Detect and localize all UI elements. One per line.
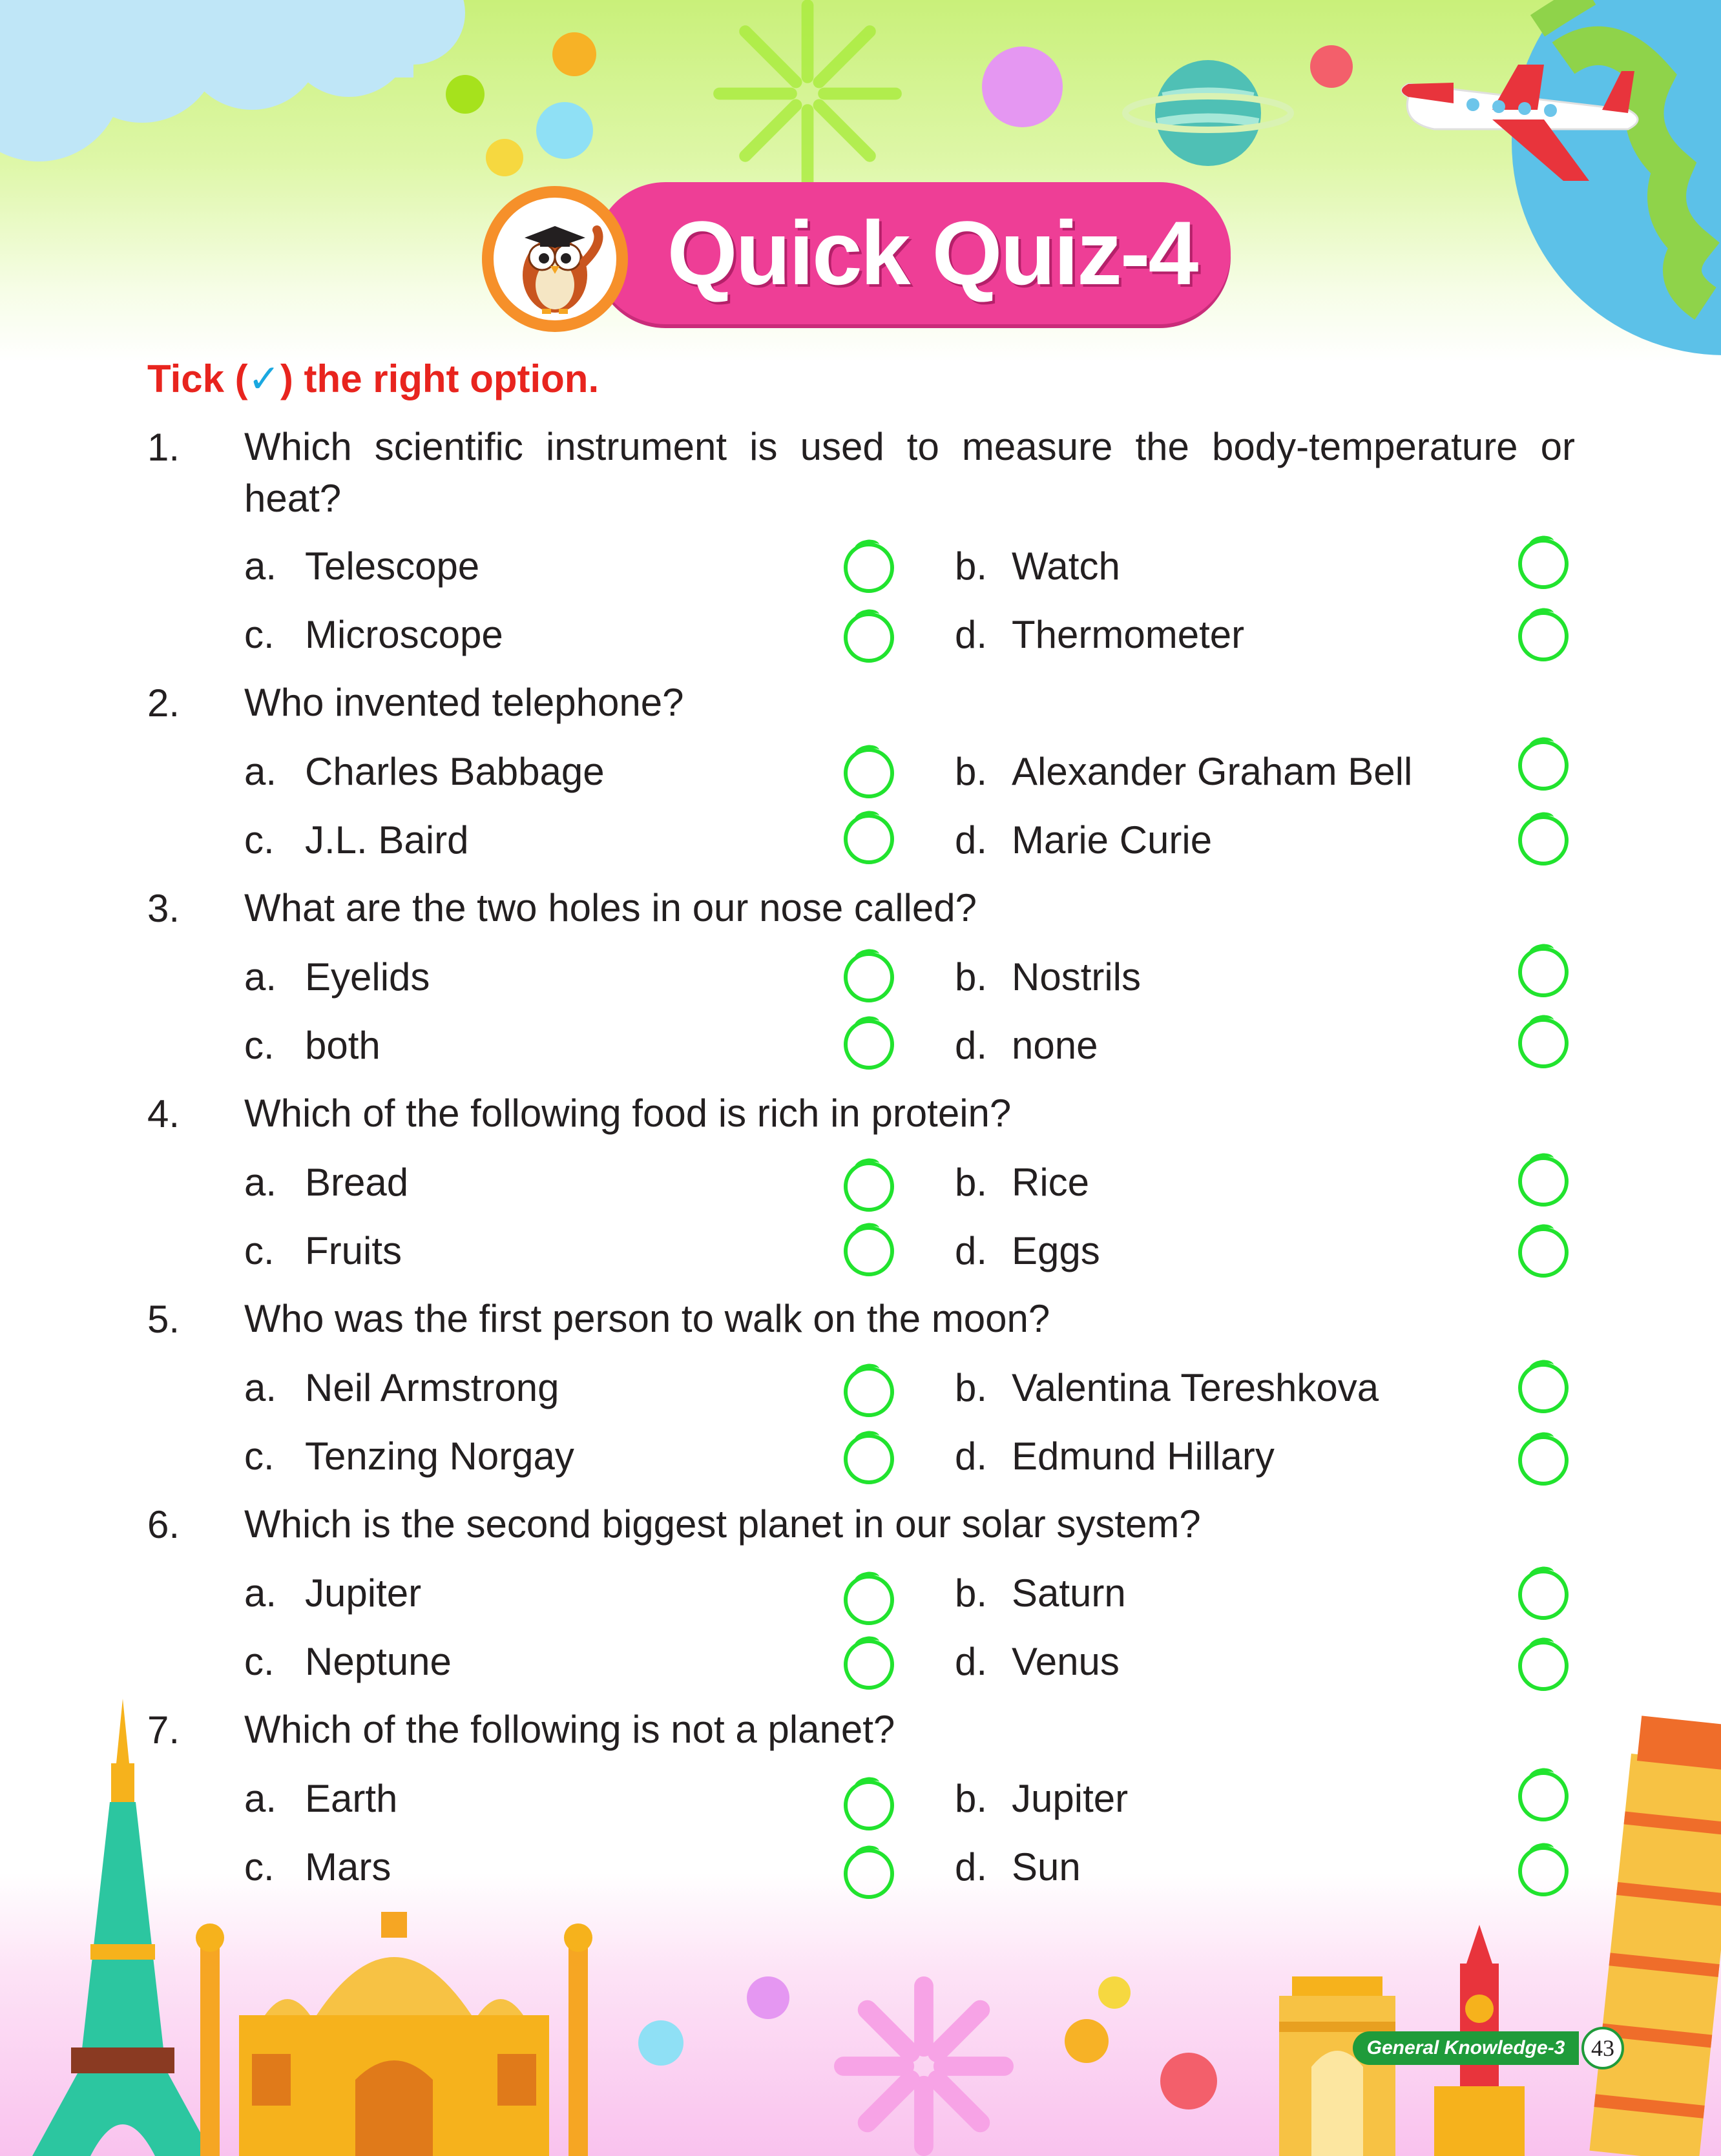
option-text: Eyelids <box>305 955 430 999</box>
option-text: Bread <box>305 1161 409 1204</box>
answer-circle[interactable] <box>844 1639 894 1690</box>
option-text: Sun <box>1012 1845 1081 1889</box>
answer-circle[interactable] <box>1518 1570 1569 1620</box>
option-text: Venus <box>1012 1640 1120 1683</box>
leaning-tower-icon <box>1563 1718 1721 2156</box>
dot-decoration <box>446 75 485 114</box>
option-text: Alexander Graham Bell <box>1012 750 1413 793</box>
option-letter: b. <box>955 1777 988 1820</box>
answer-circle[interactable] <box>844 952 894 1002</box>
option-letter: d. <box>955 1435 988 1478</box>
option-letter: d. <box>955 1024 988 1067</box>
answer-circle[interactable] <box>1518 1435 1569 1486</box>
answer-circle[interactable] <box>1518 1018 1569 1068</box>
airplane-icon <box>1395 58 1667 187</box>
question-number: 3. <box>147 887 180 930</box>
option-text: Neptune <box>305 1640 452 1683</box>
answer-circle[interactable] <box>1518 947 1569 997</box>
answer-circle[interactable] <box>1518 611 1569 661</box>
option-letter: d. <box>955 1640 988 1683</box>
answer-circle[interactable] <box>1518 815 1569 866</box>
option-text: Thermometer <box>1012 613 1245 656</box>
question-text: Who was the first person to walk on the moon? <box>244 1297 1050 1340</box>
answer-circle[interactable] <box>844 1849 894 1899</box>
dot-decoration <box>1065 2019 1109 2063</box>
answer-circle[interactable] <box>844 1226 894 1276</box>
option-text: Rice <box>1012 1161 1090 1204</box>
answer-circle[interactable] <box>1518 1846 1569 1896</box>
option-text: Fruits <box>305 1229 402 1272</box>
question-text: What are the two holes in our nose called? <box>244 886 977 929</box>
option-text: Microscope <box>305 613 503 656</box>
option-letter: c. <box>244 1435 275 1478</box>
option-text: Watch <box>1012 544 1120 588</box>
option-text: Nostrils <box>1012 955 1142 999</box>
dot-decoration <box>1160 2053 1217 2109</box>
option-text: Jupiter <box>305 1571 422 1615</box>
option-text: J.L. Baird <box>305 818 469 862</box>
question-text: Which is the second biggest planet in our solar system? <box>244 1502 1201 1546</box>
answer-circle[interactable] <box>844 543 894 593</box>
option-letter: a. <box>244 1161 277 1204</box>
option-letter: a. <box>244 750 277 793</box>
question-text: Which scientific instrument is used to measure the body-temperature or heat? <box>244 425 1575 520</box>
answer-circle[interactable] <box>1518 1771 1569 1821</box>
answer-circle[interactable] <box>844 1367 894 1417</box>
dot-decoration <box>982 47 1063 127</box>
option-text: Tenzing Norgay <box>305 1435 574 1478</box>
option-letter: c. <box>244 1229 275 1272</box>
option-text: Edmund Hillary <box>1012 1435 1275 1478</box>
starburst-icon <box>698 0 917 187</box>
option-letter: d. <box>955 818 988 862</box>
option-letter: b. <box>955 1366 988 1409</box>
instruction-suffix: ) the right option. <box>280 357 600 400</box>
option-letter: a. <box>244 1777 277 1820</box>
question-text: Who invented telephone? <box>244 681 684 724</box>
answer-circle[interactable] <box>844 1161 894 1212</box>
option-letter: a. <box>244 544 277 588</box>
dot-decoration <box>552 32 596 76</box>
answer-circle[interactable] <box>844 612 894 663</box>
option-text: Valentina Tereshkova <box>1012 1366 1379 1409</box>
option-letter: a. <box>244 1366 277 1409</box>
page-number: 43 <box>1581 2027 1624 2069</box>
option-text: Marie Curie <box>1012 818 1213 862</box>
option-letter: a. <box>244 1571 277 1615</box>
dot-decoration <box>747 1976 789 2019</box>
option-letter: b. <box>955 1571 988 1615</box>
question-text: Which of the following is not a planet? <box>244 1708 895 1751</box>
option-text: Eggs <box>1012 1229 1100 1272</box>
option-text: Charles Babbage <box>305 750 605 793</box>
option-letter: d. <box>955 613 988 656</box>
page-title: Quick Quiz-4 <box>667 202 1197 304</box>
answer-circle[interactable] <box>844 748 894 798</box>
answer-circle[interactable] <box>844 1575 894 1625</box>
answer-circle[interactable] <box>1518 740 1569 791</box>
answer-circle[interactable] <box>844 1019 894 1070</box>
title-banner <box>594 182 1231 324</box>
option-letter: b. <box>955 955 988 999</box>
question-number: 5. <box>147 1298 180 1341</box>
flower-icon <box>833 1976 1014 2156</box>
owl-badge <box>482 186 628 332</box>
option-letter: c. <box>244 818 275 862</box>
option-letter: c. <box>244 613 275 656</box>
question-number: 7. <box>147 1708 180 1752</box>
option-letter: b. <box>955 544 988 588</box>
dot-decoration <box>1098 1976 1131 2009</box>
option-letter: c. <box>244 1024 275 1067</box>
option-letter: a. <box>244 955 277 999</box>
option-letter: c. <box>244 1640 275 1683</box>
dot-decoration <box>1310 45 1353 88</box>
dot-decoration <box>638 2020 683 2066</box>
question-number: 4. <box>147 1092 180 1135</box>
taj-mahal-icon <box>187 1912 601 2156</box>
option-text: none <box>1012 1024 1098 1067</box>
question-number: 2. <box>147 681 180 725</box>
option-text: Jupiter <box>1012 1777 1129 1820</box>
answer-circle[interactable] <box>844 1434 894 1484</box>
instruction-text <box>147 357 599 402</box>
answer-circle[interactable] <box>1518 1363 1569 1413</box>
option-text: Telescope <box>305 544 480 588</box>
answer-circle[interactable] <box>844 1780 894 1830</box>
planet-icon <box>1124 52 1292 168</box>
question-number: 6. <box>147 1503 180 1546</box>
option-letter: b. <box>955 750 988 793</box>
option-text: Neil Armstrong <box>305 1366 559 1409</box>
answer-circle[interactable] <box>1518 1227 1569 1278</box>
question-text: Which of the following food is rich in protein? <box>244 1092 1012 1135</box>
option-text: Mars <box>305 1845 391 1889</box>
dot-decoration <box>536 102 593 159</box>
option-letter: b. <box>955 1161 988 1204</box>
option-letter: d. <box>955 1845 988 1889</box>
answer-circle[interactable] <box>1518 1156 1569 1207</box>
instruction-prefix: Tick ( <box>147 357 248 400</box>
option-text: both <box>305 1024 381 1067</box>
tick-icon: ✓ <box>247 357 280 400</box>
option-text: Saturn <box>1012 1571 1126 1615</box>
question-number: 1. <box>147 426 180 469</box>
answer-circle[interactable] <box>844 814 894 864</box>
option-letter: d. <box>955 1229 988 1272</box>
option-letter: c. <box>244 1845 275 1889</box>
answer-circle[interactable] <box>1518 1641 1569 1691</box>
option-text: Earth <box>305 1777 398 1820</box>
answer-circle[interactable] <box>1518 539 1569 589</box>
owl-graduate-icon <box>494 198 616 320</box>
book-label: General Knowledge-3 <box>1366 2037 1565 2058</box>
cloud-icon <box>0 0 465 194</box>
dot-decoration <box>486 139 523 176</box>
